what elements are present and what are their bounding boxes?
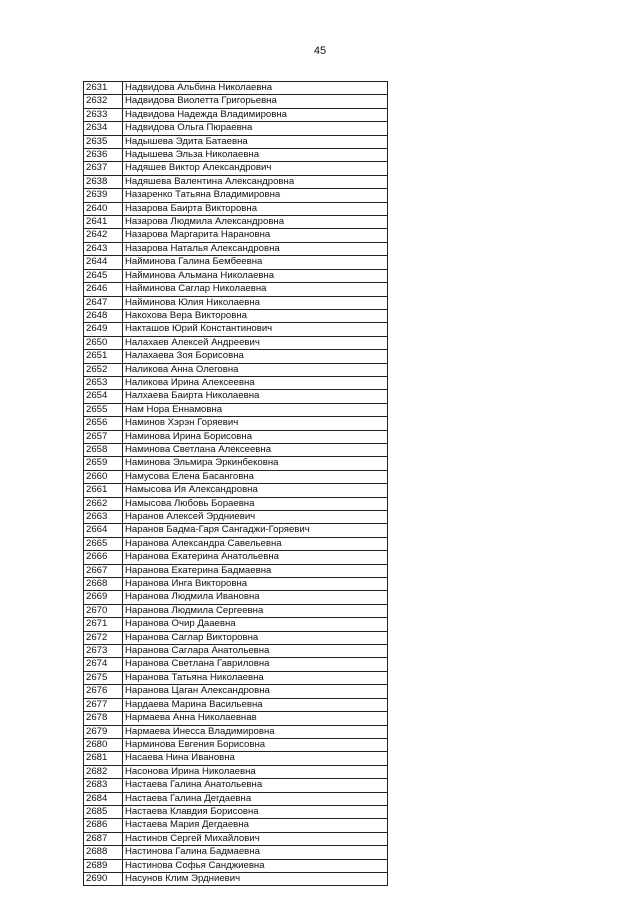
table-row	[84, 578, 388, 591]
table-row	[84, 202, 388, 215]
table-row	[84, 738, 388, 751]
row-number: 2656	[84, 417, 123, 430]
row-number: 2659	[84, 457, 123, 470]
table-row	[84, 283, 388, 296]
table-row	[84, 551, 388, 564]
person-name: Наранова Людмила Ивановна	[123, 591, 388, 604]
row-number: 2653	[84, 376, 123, 389]
person-name: Настаева Клавдия Борисовна	[123, 805, 388, 818]
person-name: Нардаева Марина Васильевна	[123, 698, 388, 711]
row-number: 2649	[84, 323, 123, 336]
table-row	[84, 604, 388, 617]
table-row	[84, 242, 388, 255]
row-number: 2638	[84, 175, 123, 188]
table-row	[84, 671, 388, 684]
person-name: Насунов Клим Эрдниевич	[123, 872, 388, 885]
person-name: Настаева Мария Дегдаевна	[123, 819, 388, 832]
row-number: 2637	[84, 162, 123, 175]
row-number: 2665	[84, 537, 123, 550]
table-row	[84, 779, 388, 792]
row-number: 2650	[84, 336, 123, 349]
row-number: 2676	[84, 685, 123, 698]
row-number: 2644	[84, 256, 123, 269]
person-name: Нарминова Евгения Борисовна	[123, 738, 388, 751]
person-name: Надышева Эдита Батаевна	[123, 135, 388, 148]
person-name: Наранова Цаган Александровна	[123, 685, 388, 698]
row-number: 2642	[84, 229, 123, 242]
table-row	[84, 537, 388, 550]
person-name: Налахаева Зоя Борисовна	[123, 350, 388, 363]
table-row	[84, 631, 388, 644]
page-number: 45	[313, 45, 327, 57]
person-name: Налхаева Баирта Николаевна	[123, 390, 388, 403]
row-number: 2683	[84, 779, 123, 792]
person-name: Налахаев Алексей Андреевич	[123, 336, 388, 349]
person-name: Надяшева Валентина Александровна	[123, 175, 388, 188]
table-row	[84, 296, 388, 309]
person-name: Надвидова Ольга Пюраевна	[123, 122, 388, 135]
table-row	[84, 457, 388, 470]
row-number: 2686	[84, 819, 123, 832]
table-row	[84, 216, 388, 229]
table-row	[84, 725, 388, 738]
row-number: 2640	[84, 202, 123, 215]
row-number: 2646	[84, 283, 123, 296]
table-row	[84, 162, 388, 175]
person-name: Наранова Светлана Гавриловна	[123, 658, 388, 671]
row-number: 2662	[84, 497, 123, 510]
table-row	[84, 765, 388, 778]
person-name: Назаренко Татьяна Владимировна	[123, 189, 388, 202]
row-number: 2641	[84, 216, 123, 229]
row-number: 2631	[84, 82, 123, 95]
row-number: 2669	[84, 591, 123, 604]
person-name: Настаева Галина Дегдаевна	[123, 792, 388, 805]
table-row	[84, 175, 388, 188]
person-name: Наликова Анна Олеговна	[123, 363, 388, 376]
table-row	[84, 752, 388, 765]
person-name: Наранов Алексей Эрдниевич	[123, 511, 388, 524]
row-number: 2632	[84, 95, 123, 108]
row-number: 2634	[84, 122, 123, 135]
table-row	[84, 350, 388, 363]
person-name: Намысова Любовь Бораевна	[123, 497, 388, 510]
person-name: Наминова Светлана Алексеевна	[123, 443, 388, 456]
table-row	[84, 497, 388, 510]
row-number: 2660	[84, 470, 123, 483]
row-number: 2675	[84, 671, 123, 684]
table-row	[84, 564, 388, 577]
table-row	[84, 832, 388, 845]
person-name: Наранова Александра Савельевна	[123, 537, 388, 550]
row-number: 2668	[84, 578, 123, 591]
row-number: 2682	[84, 765, 123, 778]
row-number: 2657	[84, 430, 123, 443]
person-name: Надвидова Надежда Владимировна	[123, 108, 388, 121]
person-name: Наминова Эльмира Эркинбековна	[123, 457, 388, 470]
table-row	[84, 363, 388, 376]
person-name: Надяшев Виктор Александрович	[123, 162, 388, 175]
table-row	[84, 698, 388, 711]
person-name: Надвидова Альбина Николаевна	[123, 82, 388, 95]
table-row	[84, 792, 388, 805]
table-row	[84, 122, 388, 135]
row-number: 2671	[84, 618, 123, 631]
person-name: Накохова Вера Викторовна	[123, 309, 388, 322]
person-name: Настинов Сергей Михайлович	[123, 832, 388, 845]
table-row	[84, 390, 388, 403]
person-name: Настаева Галина Анатольевна	[123, 779, 388, 792]
row-number: 2687	[84, 832, 123, 845]
table-row	[84, 417, 388, 430]
table-row	[84, 108, 388, 121]
person-name: Назарова Людмила Александровна	[123, 216, 388, 229]
person-name: Намусова Елена Басанговна	[123, 470, 388, 483]
row-number: 2690	[84, 872, 123, 885]
person-name: Наранова Саглара Анатольевна	[123, 645, 388, 658]
row-number: 2679	[84, 725, 123, 738]
table-row	[84, 229, 388, 242]
table-row	[84, 524, 388, 537]
person-name: Нармаева Анна Николаевнав	[123, 712, 388, 725]
row-number: 2636	[84, 149, 123, 162]
person-name: Назарова Маргарита Нарановна	[123, 229, 388, 242]
row-number: 2666	[84, 551, 123, 564]
person-name: Найминова Юлия Николаевна	[123, 296, 388, 309]
table-row	[84, 309, 388, 322]
table-row	[84, 403, 388, 416]
table-row	[84, 591, 388, 604]
person-name: Настинова Галина Бадмаевна	[123, 846, 388, 859]
row-number: 2633	[84, 108, 123, 121]
person-name: Настинова Софья Санджиевна	[123, 859, 388, 872]
row-number: 2663	[84, 511, 123, 524]
row-number: 2648	[84, 309, 123, 322]
row-number: 2689	[84, 859, 123, 872]
person-name: Наминова Ирина Борисовна	[123, 430, 388, 443]
row-number: 2639	[84, 189, 123, 202]
row-number: 2681	[84, 752, 123, 765]
row-number: 2677	[84, 698, 123, 711]
table-row	[84, 95, 388, 108]
table-row	[84, 470, 388, 483]
person-name: Наранова Татьяна Николаевна	[123, 671, 388, 684]
person-name: Наранова Инга Викторовна	[123, 578, 388, 591]
person-name: Накташов Юрий Константинович	[123, 323, 388, 336]
row-number: 2661	[84, 484, 123, 497]
person-name: Назарова Наталья Александровна	[123, 242, 388, 255]
table-row	[84, 846, 388, 859]
table-row	[84, 269, 388, 282]
row-number: 2645	[84, 269, 123, 282]
row-number: 2655	[84, 403, 123, 416]
table-row	[84, 658, 388, 671]
row-number: 2684	[84, 792, 123, 805]
person-name: Надвидова Виолетта Григорьевна	[123, 95, 388, 108]
table-row	[84, 712, 388, 725]
person-name: Наранова Очир Дааевна	[123, 618, 388, 631]
person-name: Наминов Хэрэн Горяевич	[123, 417, 388, 430]
row-number: 2673	[84, 645, 123, 658]
table-row	[84, 135, 388, 148]
table-row	[84, 443, 388, 456]
row-number: 2664	[84, 524, 123, 537]
table-row	[84, 82, 388, 95]
table-row	[84, 323, 388, 336]
row-number: 2672	[84, 631, 123, 644]
table-body	[84, 82, 388, 886]
person-name: Найминова Саглар Николаевна	[123, 283, 388, 296]
row-number: 2685	[84, 805, 123, 818]
table-row	[84, 872, 388, 885]
person-name: Наранова Людмила Сергеевна	[123, 604, 388, 617]
row-number: 2680	[84, 738, 123, 751]
table-row	[84, 618, 388, 631]
table-row	[84, 645, 388, 658]
person-name: Нам Нора Еннамовна	[123, 403, 388, 416]
table-row	[84, 149, 388, 162]
row-number: 2651	[84, 350, 123, 363]
row-number: 2670	[84, 604, 123, 617]
person-name: Надышева Эльза Николаевна	[123, 149, 388, 162]
table-row	[84, 511, 388, 524]
person-name: Назарова Баирта Викторовна	[123, 202, 388, 215]
row-number: 2658	[84, 443, 123, 456]
row-number: 2647	[84, 296, 123, 309]
row-number: 2635	[84, 135, 123, 148]
row-number: 2654	[84, 390, 123, 403]
person-name: Насаева Нина Ивановна	[123, 752, 388, 765]
person-name: Найминова Галина Бембеевна	[123, 256, 388, 269]
table-row	[84, 376, 388, 389]
row-number: 2667	[84, 564, 123, 577]
names-table	[83, 81, 388, 886]
row-number: 2678	[84, 712, 123, 725]
table-row	[84, 430, 388, 443]
table-row	[84, 819, 388, 832]
table-row	[84, 685, 388, 698]
table-row	[84, 484, 388, 497]
person-name: Найминова Альмана Николаевна	[123, 269, 388, 282]
row-number: 2674	[84, 658, 123, 671]
person-name: Наранова Екатерина Бадмаевна	[123, 564, 388, 577]
table-row	[84, 336, 388, 349]
person-name: Намысова Ия Александровна	[123, 484, 388, 497]
table-row	[84, 256, 388, 269]
person-name: Нармаева Инесса Владимировна	[123, 725, 388, 738]
person-name: Наранов Бадма-Гаря Сангаджи-Горяевич	[123, 524, 388, 537]
person-name: Наранова Саглар Викторовна	[123, 631, 388, 644]
row-number: 2652	[84, 363, 123, 376]
person-name: Наранова Екатерина Анатольевна	[123, 551, 388, 564]
table-row	[84, 805, 388, 818]
table-row	[84, 859, 388, 872]
table-row	[84, 189, 388, 202]
row-number: 2643	[84, 242, 123, 255]
person-name: Насонова Ирина Николаевна	[123, 765, 388, 778]
person-name: Наликова Ирина Алексеевна	[123, 376, 388, 389]
row-number: 2688	[84, 846, 123, 859]
